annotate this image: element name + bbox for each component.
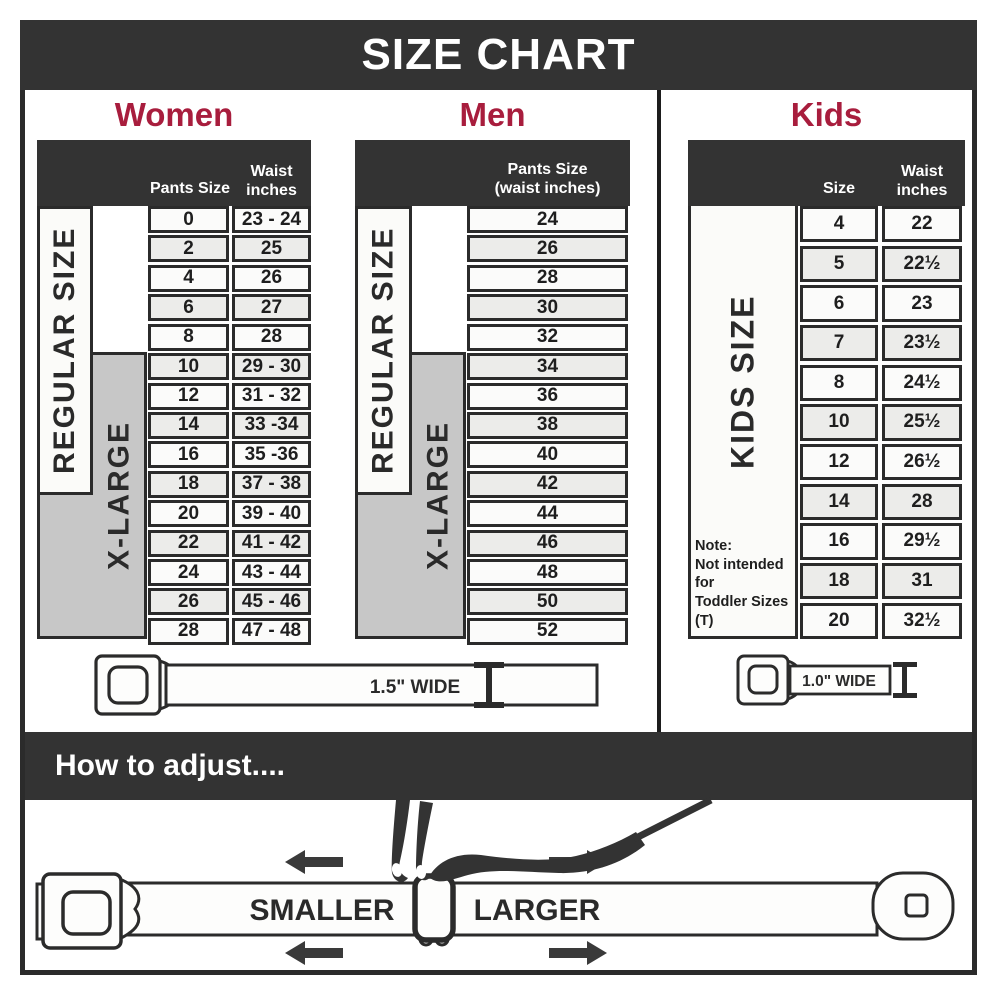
women-pants-size-column [148,206,229,645]
table-cell: 8 [800,365,878,401]
women-xlarge-label: X-LARGE [102,421,136,570]
table-cell: 23 [882,285,962,321]
table-cell: 26 [148,588,229,615]
table-cell: 24½ [882,365,962,401]
pulled-strap-line [634,800,711,839]
table-cell: 45 - 46 [232,588,311,615]
women-col-pants-size: Pants Size [149,179,231,197]
adjustment-diagram [25,800,972,972]
belt-width-illustration-1-5 [90,648,605,723]
table-cell: 52 [467,618,628,645]
table-cell: 37 - 38 [232,471,311,498]
table-cell: 26 [467,235,628,262]
table-cell: 40 [467,441,628,468]
section-divider [657,90,661,732]
table-cell: 33 -34 [232,412,311,439]
belt-width-label: 1.0" WIDE [802,673,876,690]
table-cell: 26½ [882,444,962,480]
table-cell: 32½ [882,603,962,639]
how-to-adjust-bar [25,732,972,800]
table-cell: 22½ [882,246,962,282]
table-cell: 46 [467,530,628,557]
women-waist-column [232,206,311,645]
table-cell: 0 [148,206,229,233]
table-cell: 22 [148,530,229,557]
table-cell: 28 [232,324,311,351]
table-cell: 31 [882,563,962,599]
table-cell: 39 - 40 [232,500,311,527]
men-pants-size-column [467,206,628,645]
table-cell: 47 - 48 [232,618,311,645]
table-cell: 43 - 44 [232,559,311,586]
table-cell: 5 [800,246,878,282]
men-col-pants-size: Pants Size (waist inches) [494,160,601,197]
table-cell: 28 [148,618,229,645]
table-cell: 18 [800,563,878,599]
table-cell: 14 [148,412,229,439]
table-cell: 20 [800,603,878,639]
kids-table-header [688,140,965,206]
table-cell: 16 [148,441,229,468]
larger-label: LARGER [473,894,601,927]
table-cell: 6 [148,294,229,321]
women-section-title: Women [114,96,234,133]
kids-size-label: KIDS SIZE [724,294,761,470]
title-banner [20,20,977,90]
table-cell: 31 - 32 [232,383,311,410]
table-cell: 23½ [882,325,962,361]
table-cell: 22 [882,206,962,242]
kids-col-size: Size [822,179,855,197]
table-cell: 20 [148,500,229,527]
kids-waist-column [882,206,962,639]
table-cell: 42 [467,471,628,498]
table-cell: 29½ [882,523,962,559]
buckle-window [63,892,110,934]
men-regular-size-band: REGULAR SIZE [355,206,412,495]
table-cell: 16 [800,523,878,559]
men-table-header [355,140,630,206]
belt-width-label: 1.5" WIDE [369,677,461,698]
women-regular-size-band: REGULAR SIZE [37,206,93,495]
table-cell: 38 [467,412,628,439]
table-cell: 4 [800,206,878,242]
table-cell: 29 - 30 [232,353,311,380]
belt-adjuster [415,876,453,940]
table-cell: 26 [232,265,311,292]
table-cell: 44 [467,500,628,527]
table-cell: 8 [148,324,229,351]
table-cell: 4 [148,265,229,292]
table-cell: 34 [467,353,628,380]
belt-tip-slot [906,895,927,916]
page-title: SIZE CHART [361,30,636,79]
table-cell: 27 [232,294,311,321]
table-cell: 30 [467,294,628,321]
table-cell: 18 [148,471,229,498]
table-cell: 41 - 42 [232,530,311,557]
table-cell: 12 [800,444,878,480]
table-cell: 25 [232,235,311,262]
table-cell: 32 [467,324,628,351]
women-table-header [37,140,311,206]
table-cell: 28 [882,484,962,520]
table-cell: 7 [800,325,878,361]
kids-note: Note: Not intended for Toddler Sizes (T) [695,537,789,630]
kids-size-column [800,206,878,639]
table-cell: 35 -36 [232,441,311,468]
table-cell: 50 [467,588,628,615]
hand-icon [391,800,645,882]
kids-col-waist: Waist inches [896,162,948,199]
kids-section-title: Kids [790,96,863,133]
women-col-waist: Waist inches [246,162,297,199]
table-cell: 23 - 24 [232,206,311,233]
table-cell: 24 [148,559,229,586]
smaller-label: SMALLER [249,894,395,927]
how-to-adjust-title: How to adjust.... [55,749,285,782]
table-cell: 10 [148,353,229,380]
table-cell: 28 [467,265,628,292]
width-measure-icon [893,662,917,698]
table-cell: 36 [467,383,628,410]
table-cell: 25½ [882,404,962,440]
table-cell: 6 [800,285,878,321]
belt-width-illustration-1-0 [733,650,923,710]
buckle-window [749,666,777,693]
table-cell: 12 [148,383,229,410]
table-cell: 24 [467,206,628,233]
men-section-title: Men [459,96,526,133]
table-cell: 48 [467,559,628,586]
kids-size-band [688,206,798,639]
table-cell: 14 [800,484,878,520]
men-xlarge-label: X-LARGE [421,421,455,570]
table-cell: 2 [148,235,229,262]
table-cell: 10 [800,404,878,440]
buckle-window [109,667,147,703]
